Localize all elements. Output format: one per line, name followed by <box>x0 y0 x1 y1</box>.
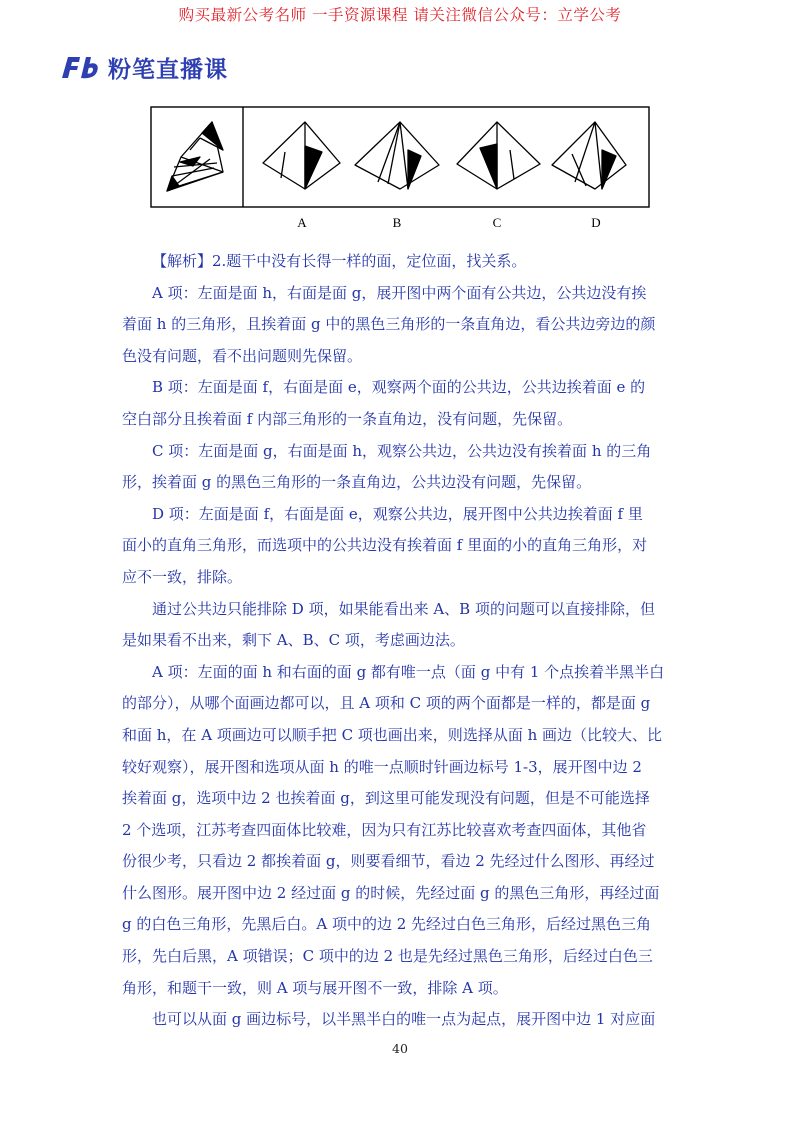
text-line: 面小的直角三角形，而选项中的公共边没有挨着面 f 里面的小的直角三角形，对 <box>122 536 648 555</box>
text-line: 角形，和题干一致，则 A 项与展开图不一致，排除 A 项。 <box>122 978 508 997</box>
text-line: 形，挨着面 g 的黑色三角形的一条直角边，公共边没有问题，先保留。 <box>122 473 592 492</box>
text-line: 什么图形。展开图中边 2 经过面 g 的时候，先经过面 g 的黑色三角形，再经过面 <box>122 883 660 902</box>
unfolded-net <box>167 122 223 191</box>
text-line: A 项：左面是面 h，右面是面 g，展开图中两个面有公共边，公共边没有挨 <box>152 283 647 302</box>
analysis-paragraph <box>122 278 682 373</box>
option-a-shape <box>263 122 340 189</box>
text-line: 着面 h 的三角形，且挨着面 g 中的黑色三角形的一条直角边，看公共边旁边的颜 <box>122 315 656 334</box>
promo-banner: 购买最新公考名师 一手资源课程 请关注微信公众号：立学公考 <box>178 6 622 24</box>
option-a-label: A <box>297 215 307 230</box>
text-line: 形，先白后黑，A 项错误；C 项中的边 2 也是先经过黑色三角形，后经过白色三 <box>122 947 653 966</box>
tetrahedron-figure <box>150 106 650 231</box>
text-line: 份很少考，只看边 2 都挨着面 g，则要看细节，看边 2 先经过什么图形、再经过 <box>122 852 655 871</box>
text-line: g 的白色三角形，先黑后白。A 项中的边 2 先经过白色三角形，后经过黑色三角 <box>122 915 652 934</box>
text-line: B 项：左面是面 f，右面是面 e，观察两个面的公共边，公共边挨着面 e 的 <box>152 378 646 397</box>
text-line: 的部分），从哪个面画边都可以，且 A 项和 C 项的两个面都是一样的，都是面 g <box>122 694 651 713</box>
text-line: 是如果看不出来，剩下 A、B、C 项，考虑画边法。 <box>122 631 465 650</box>
text-line: 2 个选项，江苏考查四面体比较难，因为只有江苏比较喜欢考查四面体，其他省 <box>122 820 647 839</box>
text-line: 通过公共边只能排除 D 项，如果能看出来 A、B 项的问题可以直接排除，但 <box>152 599 655 618</box>
text-line: 【解析】2.题干中没有长得一样的面，定位面，找关系。 <box>152 252 527 270</box>
option-d-label: D <box>591 215 601 230</box>
option-b-label: B <box>392 215 402 230</box>
text-line: 和面 h，在 A 项画边可以顺手把 C 项也画出来，则选择从面 h 画边（比较大、比 <box>122 725 663 744</box>
text-line: 挨着面 g，选项中边 2 也挨着面 g，到这里可能发现没有问题，但是不可能选择 <box>122 789 650 808</box>
analysis-paragraph <box>122 1004 682 1036</box>
option-c-label: C <box>492 215 502 230</box>
analysis-text <box>122 246 682 1036</box>
brand-name: 粉笔直播课 <box>108 56 228 83</box>
text-line: 也可以从面 g 画边标号，以半黑半白的唯一点为起点，展开图中边 1 对应面 <box>152 1010 656 1029</box>
analysis-paragraph <box>122 436 682 499</box>
text-line: D 项：左面是面 f，右面是面 e，观察公共边，展开图中公共边挨着面 f 里 <box>152 504 643 523</box>
text-line: 应不一致，排除。 <box>122 567 243 586</box>
text-line: 色没有问题，看不出问题则先保留。 <box>122 346 363 365</box>
question-figure <box>150 106 650 231</box>
analysis-paragraph <box>122 372 682 435</box>
analysis-paragraph <box>122 499 682 594</box>
page-number: 40 <box>392 1041 408 1056</box>
option-c-shape <box>457 122 540 189</box>
text-line: 较好观察），展开图和选项从面 h 的唯一点顺时针画边标号 1-3，展开图中边 2 <box>122 757 642 776</box>
option-d-shape <box>552 122 626 189</box>
fenbi-fb-logo-icon <box>60 54 100 80</box>
text-line: A 项：左面的面 h 和右面的面 g 都有唯一点（面 g 中有 1 个点挨着半黑半白 <box>152 662 665 681</box>
analysis-paragraph <box>122 594 682 657</box>
option-b-shape <box>355 122 439 189</box>
text-line: 空白部分且挨着面 f 内部三角形的一条直角边，没有问题，先保留。 <box>122 409 573 428</box>
analysis-paragraph <box>122 246 682 278</box>
text-line: C 项：左面是面 g，右面是面 h，观察公共边，公共边没有挨着面 h 的三角 <box>152 441 652 460</box>
analysis-paragraph <box>122 657 682 1005</box>
brand-logo <box>60 52 228 82</box>
